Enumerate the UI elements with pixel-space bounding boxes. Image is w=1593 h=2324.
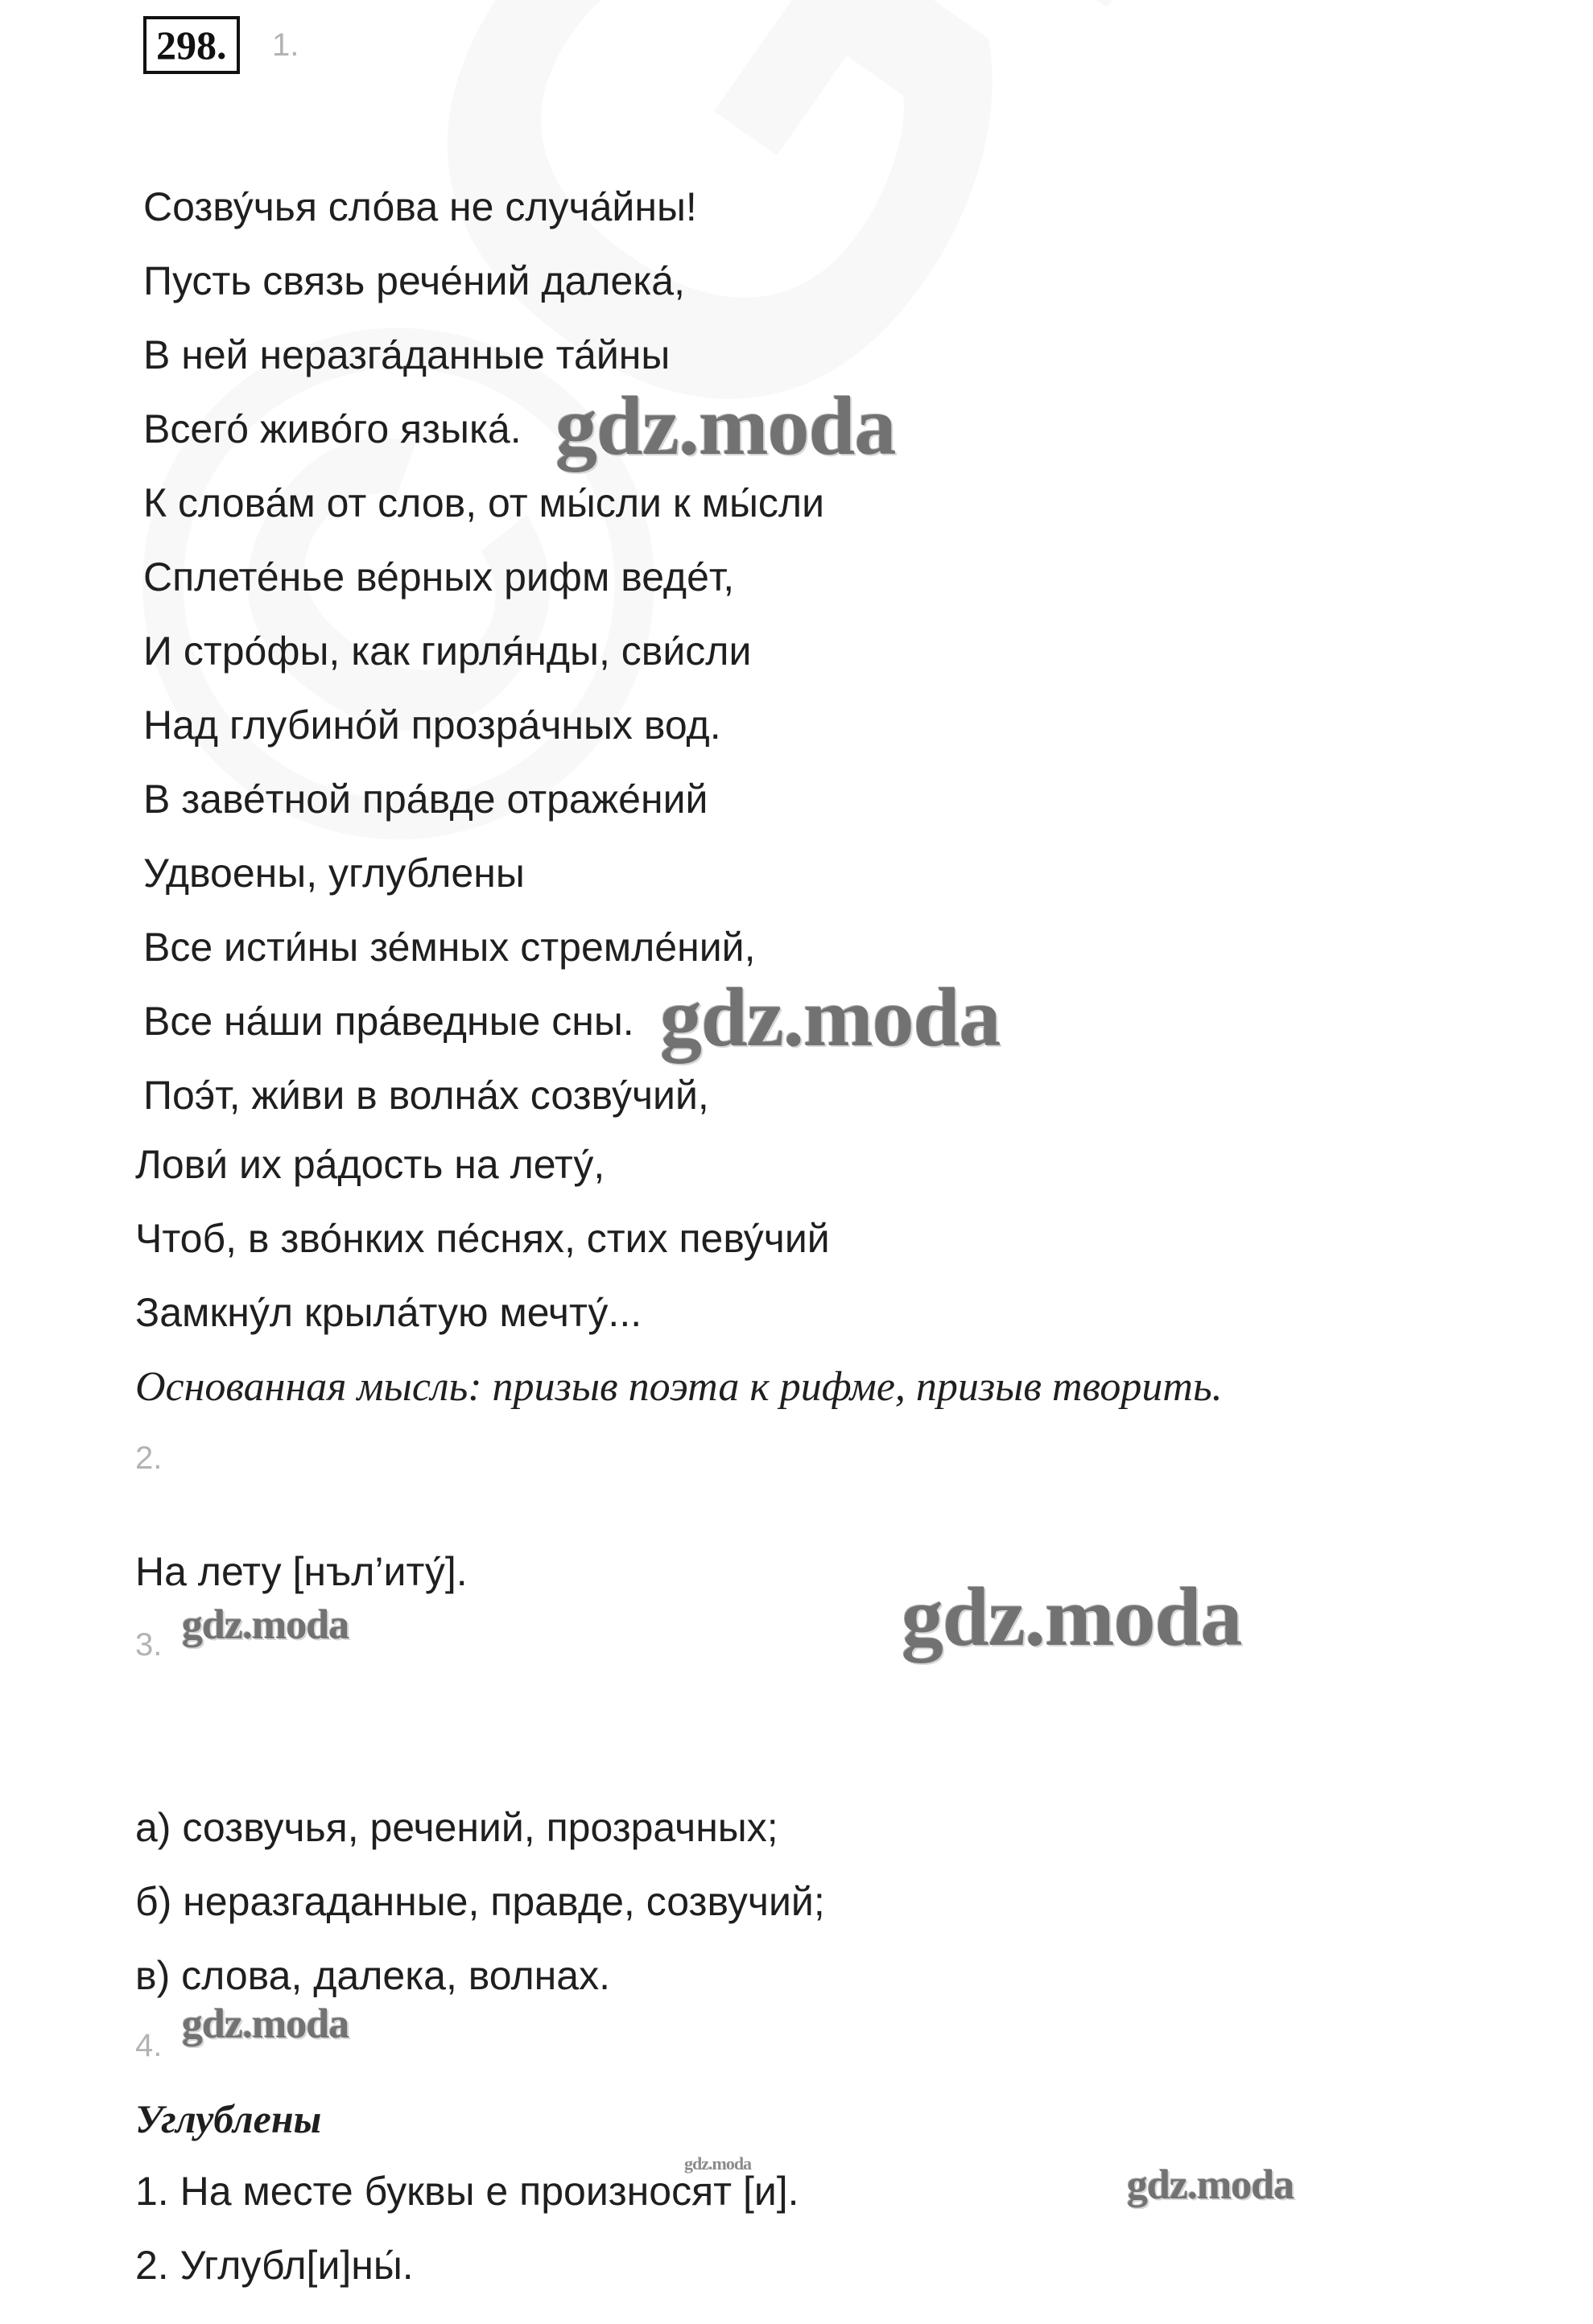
poem-line: В ней неразга́данные та́йны: [143, 332, 671, 377]
poem-line: Лови́ их ра́дость на лету́,: [135, 1142, 605, 1187]
poem-line: Все на́ши пра́ведные сны.: [143, 999, 634, 1044]
section3-item: а) созвучья, речений, прозрачных;: [135, 1805, 778, 1850]
poem-line: Пусть связь рече́ний далека́,: [143, 258, 685, 303]
watermark-logo: gdz.moda: [1127, 2162, 1294, 2208]
watermark-logo: gdz.moda: [182, 1602, 349, 1648]
poem-line: Всего́ живо́го языка́.: [143, 406, 522, 451]
section4-heading: Углублены: [135, 2096, 322, 2141]
poem-line: Сплете́нье ве́рных рифм веде́т,: [143, 554, 735, 600]
section3-item: б) неразгаданные, правде, созвучий;: [135, 1879, 825, 1924]
sub-number-1: 1.: [272, 27, 299, 63]
watermark-logo: gdz.moda: [555, 380, 896, 472]
poem-line: Удвоены, углублены: [143, 851, 525, 896]
sub-number-2: 2.: [135, 1440, 163, 1476]
watermark-logo: gdz.moda: [902, 1571, 1242, 1663]
section3-item: в) слова, далека, волнах.: [135, 1953, 610, 1998]
section4-item: 2. Углубл[и]ны́.: [135, 2243, 414, 2288]
poem-line: Чтоб, в зво́нких пе́снях, стих певу́чий: [135, 1216, 830, 1261]
section2-text: На лету [нъл’иту́].: [135, 1549, 468, 1594]
poem-line: Над глубино́й прозра́чных вод.: [143, 703, 721, 748]
section4-item: 1. На месте буквы е произносят [и].: [135, 2169, 799, 2214]
poem-line: Все исти́ны зе́мных стремле́ний,: [143, 925, 756, 970]
watermark-logo: gdz.moda: [684, 2153, 752, 2174]
poem-line: К слова́м от слов, от мы́сли к мы́сли: [143, 480, 825, 525]
task-number: 298.: [143, 16, 240, 74]
poem-line: Поэ́т, жи́ви в волна́х созву́чий,: [143, 1073, 709, 1118]
poem-line: В заве́тной пра́вде отраже́ний: [143, 777, 708, 822]
poem-line: Замкну́л крыла́тую мечту́...: [135, 1290, 642, 1335]
sub-number-4: 4.: [135, 2028, 163, 2063]
watermark-logo: gdz.moda: [660, 971, 1001, 1064]
watermark-logo: gdz.moda: [182, 2001, 349, 2047]
sub-number-3: 3.: [135, 1627, 163, 1663]
main-idea: Основанная мысль: призыв поэта к рифме, призыв творить.: [135, 1364, 1223, 1410]
poem-line: И стро́фы, как гирля́нды, сви́сли: [143, 628, 752, 674]
poem-line: Созву́чья сло́ва не случа́йны!: [143, 184, 697, 229]
